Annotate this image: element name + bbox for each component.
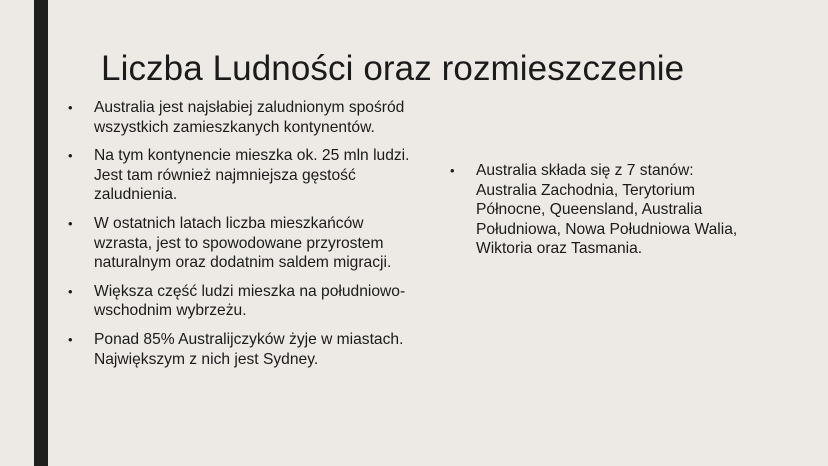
bullet-item [68,214,424,273]
bullet-icon: • [68,148,73,164]
bullet-item [68,330,424,369]
bullet-text: Australia jest najsłabiej zaludnionym spośród wszystkich zamieszkanych kontynentów. [94,99,405,136]
left-bullet-list [68,98,424,378]
bullet-icon: • [68,215,73,231]
bullet-icon: • [450,163,455,178]
bullet-item [68,282,424,321]
bullet-text: Na tym kontynencie mieszka ok. 25 mln ludzi. Jest tam również najmniejsza gęstość zaludnienia. [94,147,410,204]
bullet-item [450,161,746,259]
bullet-text: Australia składa się z 7 stanów: Australia Zachodnia, Terytorium Północne, Queensland, Australia Południowa, Nowa Południowa Walia, Wiktoria oraz Tasmania. [476,162,738,258]
slide-title: Liczba Ludności oraz rozmieszczenie [101,49,685,88]
bullet-item [68,98,424,137]
bullet-text: W ostatnich latach liczba mieszkańców wzrasta, jest to spowodowane przyrostem naturalnym oraz dodatnim saldem migracji. [94,214,392,272]
bullet-text: Większa część ludzi mieszka na południowo-wschodnim wybrzeżu. [94,282,406,320]
bullet-icon: • [68,331,73,347]
accent-bar [34,0,48,466]
bullet-icon: • [68,283,73,299]
right-bullet-list [450,161,746,268]
bullet-icon: • [68,100,73,115]
bullet-item [68,146,424,205]
bullet-text: Ponad 85% Australijczyków żyje w miastach. Największym z nich jest Sydney. [94,330,404,368]
